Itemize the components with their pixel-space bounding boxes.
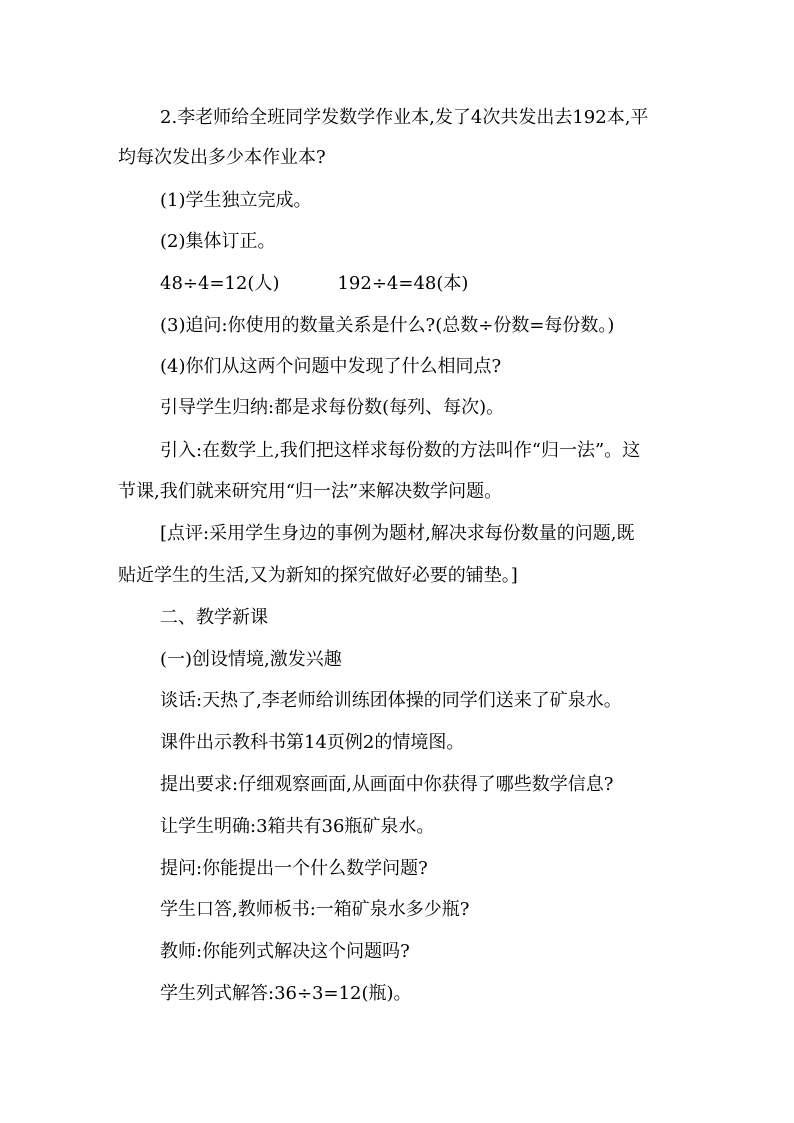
formula-people: 48÷4=12(人) bbox=[160, 273, 280, 294]
comment-line-1: [点评:采用学生身边的事例为题材,解决求每份数量的问题,既 bbox=[160, 523, 635, 544]
formula-books: 192÷4=48(本) bbox=[337, 273, 469, 294]
oral-text: 学生口答,教师板书:一箱矿泉水多少瓶? bbox=[160, 899, 470, 920]
intro-line-1: 引入:在数学上,我们把这样求每份数的方法叫作“归一法”。这 bbox=[160, 440, 641, 461]
step-1: (1)学生独立完成。 bbox=[160, 190, 312, 211]
teacher-text: 教师:你能列式解决这个问题吗? bbox=[160, 941, 410, 962]
subsection-1-heading: (一)创设情境,激发兴趣 bbox=[160, 649, 342, 670]
step-4: (4)你们从这两个问题中发现了什么相同点? bbox=[160, 356, 502, 377]
clarify-text: 让学生明确:3箱共有36瓶矿泉水。 bbox=[160, 816, 435, 837]
step-3: (3)追问:你使用的数量关系是什么?(总数÷份数=每份数。) bbox=[160, 315, 615, 336]
courseware-text: 课件出示教科书第14页例2的情境图。 bbox=[160, 732, 465, 753]
problem-2-line-2: 均每次发出多少本作业本? bbox=[118, 147, 326, 168]
comment-line-2: 贴近学生的生活,又为新知的探究做好必要的铺垫。] bbox=[118, 565, 518, 586]
intro-line-2: 节课,我们就来研究用“归一法”来解决数学问题。 bbox=[118, 481, 503, 502]
step-2: (2)集体订正。 bbox=[160, 231, 276, 252]
talk-text: 谈话:天热了,李老师给训练团体操的同学们送来了矿泉水。 bbox=[160, 690, 622, 711]
summary: 引导学生归纳:都是求每份数(每列、每次)。 bbox=[160, 397, 505, 418]
problem-2-line-1: 2.李老师给全班同学发数学作业本,发了4次共发出去192本,平 bbox=[160, 107, 649, 128]
answer-text: 学生列式解答:36÷3=12(瓶)。 bbox=[160, 983, 412, 1004]
question-text: 提问:你能提出一个什么数学问题? bbox=[160, 858, 428, 879]
section-2-heading: 二、教学新课 bbox=[160, 607, 268, 628]
formula-row bbox=[160, 272, 468, 296]
request-text: 提出要求:仔细观察画面,从画面中你获得了哪些数学信息? bbox=[160, 774, 614, 795]
